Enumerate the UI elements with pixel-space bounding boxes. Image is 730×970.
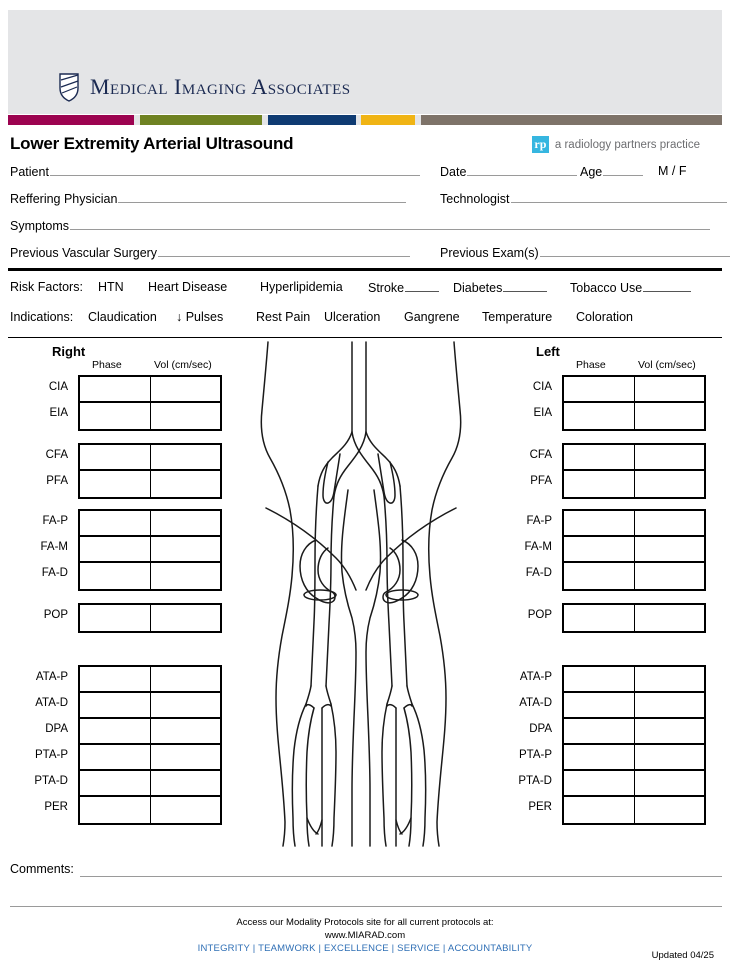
- table-row: [564, 403, 704, 429]
- measurement-table-group-3: [78, 509, 222, 591]
- header-band: [8, 10, 722, 114]
- right-side-panel: [8, 344, 238, 821]
- field-input-line[interactable]: [467, 164, 577, 176]
- row-label-pop: POP: [43, 609, 68, 621]
- column-header-vol: Vol (cm/sec): [638, 359, 696, 371]
- color-bar-segment-navy: [268, 115, 356, 125]
- field-date[interactable]: [440, 164, 577, 179]
- left-column-headers: [492, 359, 722, 375]
- cell-divider: [634, 667, 635, 691]
- row-label-per: PER: [528, 801, 552, 813]
- table-row: [80, 537, 220, 563]
- table-row: [564, 667, 704, 693]
- cell-divider: [150, 563, 151, 589]
- table-row: [80, 563, 220, 589]
- section-divider-thick: [8, 268, 722, 271]
- row-label-fa-m: FA-M: [524, 541, 552, 553]
- risk-factors-label: Risk Factors:: [10, 280, 83, 294]
- field-reffering-physician[interactable]: [10, 191, 406, 206]
- measurement-table-group-5: [562, 665, 706, 825]
- color-bar-segment-olive: [140, 115, 261, 125]
- cell-divider: [150, 471, 151, 497]
- cell-vol-cfa[interactable]: [634, 445, 704, 469]
- field-age[interactable]: [580, 164, 643, 179]
- measurement-table-group-1: [78, 375, 222, 431]
- risk-factor-label: Diabetes: [453, 281, 503, 295]
- cell-vol-pop[interactable]: [634, 605, 704, 631]
- comments-section: [8, 862, 722, 884]
- table-row: [80, 693, 220, 719]
- table-row: [564, 511, 704, 537]
- cell-phase-cia[interactable]: [564, 377, 634, 401]
- row-label-pta-d: PTA-D: [518, 775, 552, 787]
- cell-divider: [150, 403, 151, 429]
- patient-info-row: [8, 191, 722, 218]
- field-label: Symptoms: [10, 219, 70, 233]
- risk-factor-diabetes[interactable]: [453, 280, 547, 295]
- table-row: [564, 537, 704, 563]
- risk-factor-label: Heart Disease: [148, 280, 228, 294]
- row-label-dpa: DPA: [45, 723, 68, 735]
- cell-phase-fa-m[interactable]: [564, 537, 634, 561]
- lower-extremity-arterial-anatomy-diagram: [252, 340, 470, 850]
- row-label-fa-d: FA-D: [41, 567, 68, 579]
- risk-factor-input-line[interactable]: [503, 280, 547, 292]
- cell-divider: [150, 511, 151, 535]
- measurement-table-group-5: [78, 665, 222, 825]
- cell-vol-pta-p[interactable]: [150, 745, 220, 769]
- table-row: [80, 445, 220, 471]
- table-row: [564, 563, 704, 589]
- cell-divider: [634, 745, 635, 769]
- table-row: [80, 667, 220, 693]
- table-row: [564, 797, 704, 823]
- table-row: [80, 719, 220, 745]
- indication-rest-pain[interactable]: Rest Pain: [256, 310, 311, 324]
- table-row: [80, 745, 220, 771]
- cell-vol-pta-d[interactable]: [634, 771, 704, 795]
- table-row: [80, 471, 220, 497]
- cell-vol-pfa[interactable]: [150, 471, 220, 497]
- cell-divider: [634, 537, 635, 561]
- cell-vol-eia[interactable]: [150, 403, 220, 429]
- field-label: Previous Exam(s): [440, 246, 539, 260]
- column-header-phase: Phase: [576, 359, 606, 371]
- row-label-cia: CIA: [532, 381, 552, 393]
- rp-mark-icon: rp: [532, 136, 549, 153]
- cell-phase-ata-d[interactable]: [80, 693, 150, 717]
- row-label-fa-p: FA-P: [526, 515, 552, 527]
- table-row: [80, 605, 220, 631]
- measurement-table-group-4: [78, 603, 222, 633]
- cell-phase-dpa[interactable]: [564, 719, 634, 743]
- company-logo: [58, 72, 351, 102]
- cell-divider: [150, 667, 151, 691]
- row-label-eia: EIA: [533, 407, 552, 419]
- rp-tagline: a radiology partners practice: [554, 138, 700, 151]
- table-row: [564, 445, 704, 471]
- cell-phase-per[interactable]: [564, 797, 634, 823]
- cell-phase-pfa[interactable]: [564, 471, 634, 497]
- table-row: [564, 693, 704, 719]
- field-input-line[interactable]: [540, 245, 730, 257]
- cell-vol-cia[interactable]: [634, 377, 704, 401]
- row-label-ata-d: ATA-D: [35, 697, 68, 709]
- cell-phase-pta-d[interactable]: [564, 771, 634, 795]
- field-input-line[interactable]: [511, 191, 727, 203]
- field-patient[interactable]: [10, 164, 420, 179]
- row-label-dpa: DPA: [529, 723, 552, 735]
- cell-phase-fa-p[interactable]: [564, 511, 634, 535]
- risk-factor-heart-disease[interactable]: [148, 280, 227, 294]
- footer-protocols-text: Access our Modality Protocols site for all current protocols at:: [236, 917, 494, 928]
- cell-vol-dpa[interactable]: [150, 719, 220, 743]
- cell-divider: [150, 693, 151, 717]
- cell-divider: [150, 377, 151, 401]
- risk-factor-input-line[interactable]: [643, 280, 691, 292]
- cell-phase-cfa[interactable]: [564, 445, 634, 469]
- row-label-eia: EIA: [49, 407, 68, 419]
- measurement-table-group-3: [562, 509, 706, 591]
- cell-divider: [634, 605, 635, 631]
- row-label-cfa: CFA: [529, 449, 552, 461]
- footer: [8, 916, 722, 955]
- patient-info-row: [8, 164, 722, 191]
- field-input-line[interactable]: [603, 164, 643, 176]
- table-row: [564, 771, 704, 797]
- measurement-table-group-2: [562, 443, 706, 499]
- indication-pulses[interactable]: ↓ Pulses: [176, 310, 224, 324]
- right-column-headers: [8, 359, 238, 375]
- cell-phase-cia[interactable]: [80, 377, 150, 401]
- cell-phase-ata-p[interactable]: [564, 667, 634, 691]
- field-input-line[interactable]: [118, 191, 406, 203]
- field-symptoms[interactable]: [10, 218, 710, 233]
- cell-phase-fa-d[interactable]: [80, 563, 150, 589]
- cell-divider: [150, 771, 151, 795]
- cell-phase-pta-p[interactable]: [80, 745, 150, 769]
- risk-factor-htn[interactable]: [98, 280, 124, 294]
- cell-vol-fa-p[interactable]: [150, 511, 220, 535]
- cell-divider: [634, 719, 635, 743]
- cell-vol-pop[interactable]: [150, 605, 220, 631]
- field-previous-vascular-surgery[interactable]: [10, 245, 410, 260]
- comments-line-1[interactable]: [80, 876, 722, 877]
- indication-coloration[interactable]: Coloration: [576, 310, 633, 324]
- cell-phase-ata-d[interactable]: [564, 693, 634, 717]
- table-row: [80, 511, 220, 537]
- cell-divider: [634, 377, 635, 401]
- column-header-phase: Phase: [92, 359, 122, 371]
- indication-gangrene[interactable]: Gangrene: [404, 310, 460, 324]
- title-row: [8, 134, 722, 156]
- row-label-pta-p: PTA-P: [518, 749, 552, 761]
- field-label: Date: [440, 165, 467, 179]
- field-label: Patient: [10, 165, 49, 179]
- field-label: Technologist: [440, 192, 510, 206]
- indications-label: Indications:: [10, 310, 74, 324]
- row-label-per: PER: [44, 801, 68, 813]
- cell-divider: [634, 693, 635, 717]
- comments-line-2[interactable]: [10, 906, 722, 907]
- comments-label: Comments:: [10, 862, 74, 876]
- row-label-fa-d: FA-D: [525, 567, 552, 579]
- cell-vol-cia[interactable]: [150, 377, 220, 401]
- indications-row: [8, 310, 722, 340]
- cell-vol-fa-d[interactable]: [634, 563, 704, 589]
- field-m-f[interactable]: [658, 164, 687, 178]
- field-technologist[interactable]: [440, 191, 727, 206]
- color-bar-segment-taupe: [421, 115, 722, 125]
- cell-divider: [150, 745, 151, 769]
- table-row: [564, 471, 704, 497]
- risk-factor-label: HTN: [98, 280, 124, 294]
- risk-indications-block: [8, 280, 722, 340]
- cell-divider: [150, 605, 151, 631]
- cell-vol-pta-p[interactable]: [634, 745, 704, 769]
- cell-divider: [150, 537, 151, 561]
- footer-values: INTEGRITY | TEAMWORK | EXCELLENCE | SERVICE | ACCOUNTABILITY: [197, 943, 533, 954]
- table-row: [564, 605, 704, 631]
- field-label: Previous Vascular Surgery: [10, 246, 158, 260]
- right-measurement-tables: [8, 375, 238, 821]
- risk-factor-label: Hyperlipidemia: [260, 280, 343, 294]
- indication-ulceration[interactable]: Ulceration: [324, 310, 381, 324]
- measurement-table-group-1: [562, 375, 706, 431]
- cell-vol-ata-p[interactable]: [634, 667, 704, 691]
- cell-vol-dpa[interactable]: [634, 719, 704, 743]
- cell-vol-per[interactable]: [150, 797, 220, 823]
- left-measurement-tables: [492, 375, 722, 821]
- indication-claudication[interactable]: Claudication: [88, 310, 157, 324]
- risk-factor-label: Tobacco Use: [570, 281, 643, 295]
- risk-factor-label: Stroke: [368, 281, 405, 295]
- table-row: [564, 745, 704, 771]
- cell-phase-cfa[interactable]: [80, 445, 150, 469]
- cell-divider: [150, 719, 151, 743]
- row-label-pfa: PFA: [46, 475, 68, 487]
- row-label-ata-p: ATA-P: [35, 671, 68, 683]
- risk-factor-stroke[interactable]: [368, 280, 439, 295]
- cell-divider: [634, 797, 635, 823]
- cell-vol-fa-m[interactable]: [150, 537, 220, 561]
- table-row: [80, 797, 220, 823]
- cell-vol-pfa[interactable]: [634, 471, 704, 497]
- measurement-table-group-4: [562, 603, 706, 633]
- cell-vol-ata-d[interactable]: [150, 693, 220, 717]
- cell-divider: [634, 511, 635, 535]
- measurement-table-group-2: [78, 443, 222, 499]
- right-side-title: Right: [52, 344, 86, 359]
- cell-vol-ata-d[interactable]: [634, 693, 704, 717]
- indication-temperature[interactable]: Temperature: [482, 310, 553, 324]
- field-input-line[interactable]: [50, 164, 420, 176]
- risk-factors-row: [8, 280, 722, 310]
- cell-vol-per[interactable]: [634, 797, 704, 823]
- field-label: M / F: [658, 164, 687, 178]
- risk-factor-input-line[interactable]: [405, 280, 439, 292]
- cell-phase-pta-d[interactable]: [80, 771, 150, 795]
- cell-phase-ata-p[interactable]: [80, 667, 150, 691]
- cell-vol-eia[interactable]: [634, 403, 704, 429]
- cell-vol-ata-p[interactable]: [150, 667, 220, 691]
- patient-info-block: [8, 164, 722, 272]
- cell-divider: [634, 563, 635, 589]
- cell-vol-fa-p[interactable]: [634, 511, 704, 535]
- row-label-cia: CIA: [48, 381, 68, 393]
- cell-phase-per[interactable]: [80, 797, 150, 823]
- row-label-ata-p: ATA-P: [519, 671, 552, 683]
- section-divider-thin: [8, 337, 722, 338]
- cell-divider: [634, 771, 635, 795]
- cell-phase-fa-d[interactable]: [564, 563, 634, 589]
- left-side-panel: [492, 344, 722, 821]
- page-title: Lower Extremity Arterial Ultrasound: [10, 134, 294, 153]
- cell-phase-pfa[interactable]: [80, 471, 150, 497]
- table-row: [80, 403, 220, 429]
- color-bar-segment-magenta: [8, 115, 134, 125]
- patient-info-row: [8, 218, 722, 245]
- cell-divider: [634, 471, 635, 497]
- left-side-title: Left: [536, 344, 560, 359]
- row-label-pfa: PFA: [530, 475, 552, 487]
- radiology-partners-logo: [532, 136, 700, 153]
- cell-phase-pop[interactable]: [564, 605, 634, 631]
- color-bar-segment-gold: [361, 115, 415, 125]
- brand-name: Medical Imaging Associates: [90, 74, 351, 99]
- brand-color-bar: [8, 115, 722, 125]
- field-previous-exam-s[interactable]: [440, 245, 730, 260]
- cell-phase-pop[interactable]: [80, 605, 150, 631]
- cell-phase-fa-p[interactable]: [80, 511, 150, 535]
- row-label-pop: POP: [527, 609, 552, 621]
- row-label-pta-d: PTA-D: [34, 775, 68, 787]
- cell-divider: [634, 445, 635, 469]
- table-row: [564, 377, 704, 403]
- cell-phase-fa-m[interactable]: [80, 537, 150, 561]
- cell-divider: [150, 445, 151, 469]
- row-label-ata-d: ATA-D: [519, 697, 552, 709]
- risk-factor-hyperlipidemia[interactable]: [260, 280, 343, 294]
- table-row: [80, 377, 220, 403]
- row-label-fa-m: FA-M: [40, 541, 68, 553]
- column-header-vol: Vol (cm/sec): [154, 359, 212, 371]
- cell-vol-pta-d[interactable]: [150, 771, 220, 795]
- table-row: [564, 719, 704, 745]
- cell-phase-pta-p[interactable]: [564, 745, 634, 769]
- shield-icon: [58, 72, 80, 102]
- row-label-cfa: CFA: [45, 449, 68, 461]
- updated-stamp: Updated 04/25: [651, 950, 714, 961]
- cell-phase-eia[interactable]: [80, 403, 150, 429]
- cell-vol-cfa[interactable]: [150, 445, 220, 469]
- row-label-pta-p: PTA-P: [34, 749, 68, 761]
- field-input-line[interactable]: [158, 245, 410, 257]
- risk-factor-tobacco-use[interactable]: [570, 280, 691, 295]
- row-label-fa-p: FA-P: [42, 515, 68, 527]
- cell-vol-fa-d[interactable]: [150, 563, 220, 589]
- table-row: [80, 771, 220, 797]
- field-label: Reffering Physician: [10, 192, 118, 206]
- cell-divider: [634, 403, 635, 429]
- cell-vol-fa-m[interactable]: [634, 537, 704, 561]
- field-input-line[interactable]: [70, 218, 710, 230]
- cell-divider: [150, 797, 151, 823]
- footer-website[interactable]: www.MIARAD.com: [324, 930, 406, 941]
- cell-phase-eia[interactable]: [564, 403, 634, 429]
- field-label: Age: [580, 165, 603, 179]
- cell-phase-dpa[interactable]: [80, 719, 150, 743]
